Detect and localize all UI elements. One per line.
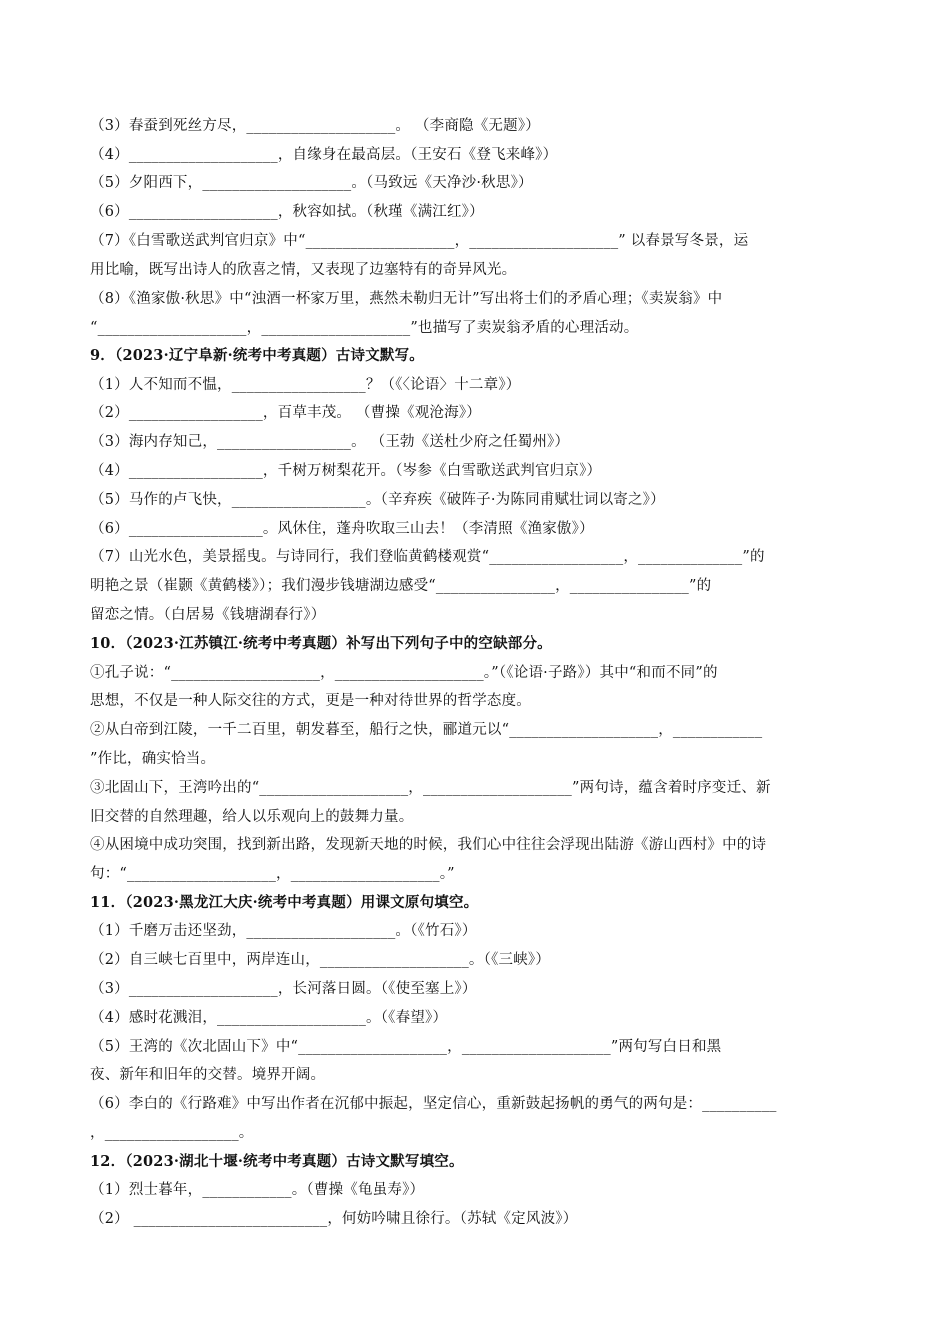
q9-item-7-cont: 明艳之景（崔颢《黄鹤楼》）；我们漫步钱塘湖边感受“________________，________________”的 [90, 578, 712, 594]
question-10-heading: 10．（2023·江苏镇江·统考中考真题）补写出下列句子中的空缺部分。 [90, 635, 552, 652]
q10-item-3: ③北固山下，王湾吟出的“____________________，____________________”两句诗，蕴含着时序变迁、新 [90, 780, 771, 796]
q9-item-1: （1）人不知而不愠，__________________？（《〈论语〉十二章》） [90, 377, 521, 393]
q10-item-1-cont: 思想，不仅是一种人际交往的方式，更是一种对待世界的哲学态度。 [90, 693, 531, 709]
q8-item-5: （5）夕阳西下，____________________。（马致远《天净沙·秋思》） [90, 175, 533, 191]
q10-item-4: ④从困境中成功突围，找到新出路，发现新天地的时候，我们心中往往会浮现出陆游《游山西村》中的诗 [90, 837, 767, 853]
q11-item-6-cont: ，__________________。 [90, 1125, 254, 1141]
q10-item-2: ②从白帝到江陵，一千二百里，朝发暮至，船行之快，郦道元以“____________________，____________ [90, 722, 763, 738]
q8-item-4: （4）____________________，自缘身在最高层。（王安石《登飞来峰》） [90, 147, 558, 163]
q8-item-3: （3）春蚕到死丝方尽，____________________。 （李商隐《无题》） [90, 118, 540, 134]
q11-item-1: （1）千磨万击还坚劲，____________________。（《竹石》） [90, 923, 477, 939]
q9-item-6: （6）__________________。风休住，蓬舟吹取三山去！（李清照《渔家傲》） [90, 521, 594, 537]
q8-item-8: （8）《渔家傲·秋思》中“浊酒一杯家万里，燕然未勒归无计”写出将士们的矛盾心理；《卖炭翁》中 [90, 291, 723, 307]
q8-item-8-cont: “____________________，____________________”也描写了卖炭翁矛盾的心理活动。 [90, 320, 639, 336]
q11-item-4: （4）感时花溅泪，____________________。（《春望》） [90, 1010, 448, 1026]
q11-item-5: （5）王湾的《次北固山下》中“____________________，____________________”两句写白日和黑 [90, 1039, 722, 1055]
q10-item-3-cont: 旧交替的自然理趣，给人以乐观向上的鼓舞力量。 [90, 809, 414, 825]
q9-item-3: （3）海内存知己，__________________。 （王勃《送杜少府之任蜀州》） [90, 434, 570, 450]
q12-item-2: （2） __________________________，何妨吟啸且徐行。（苏轼《定风波》） [90, 1211, 578, 1227]
q8-item-7-cont: 用比喻，既写出诗人的欣喜之情，又表现了边塞特有的奇异风光。 [90, 262, 517, 278]
q12-item-1: （1）烈士暮年，____________。（曹操《龟虽寿》） [90, 1182, 425, 1198]
question-11-heading: 11．（2023·黑龙江大庆·统考中考真题）用课文原句填空。 [90, 894, 479, 911]
q9-item-5: （5）马作的卢飞快，__________________。（辛弃疾《破阵子·为陈同甫赋壮词以寄之》） [90, 492, 665, 508]
q11-item-3: （3）____________________，长河落日圆。（《使至塞上》） [90, 981, 477, 997]
q11-item-5-cont: 夜、新年和旧年的交替。境界开阔。 [90, 1067, 326, 1083]
q11-item-6: （6）李白的《行路难》中写出作者在沉郁中振起，坚定信心，重新鼓起扬帆的勇气的两句是：__________ [90, 1096, 777, 1112]
q10-item-4-cont: 句：“____________________，____________________。” [90, 866, 455, 882]
q10-item-1: ①孔子说：“____________________，____________________。”（《论语·子路》）其中“和而不同”的 [90, 665, 718, 681]
q9-item-2: （2）__________________，百草丰茂。 （曹操《观沧海》） [90, 405, 481, 421]
q10-item-2-cont: ”作比，确实恰当。 [90, 751, 216, 767]
q9-item-4: （4）__________________，千树万树梨花开。（岑参《白雪歌送武判官归京》） [90, 463, 602, 479]
q9-item-7: （7）山光水色，美景摇曳。与诗同行，我们登临黄鹤楼观赏“__________________，______________”的 [90, 549, 765, 565]
q8-item-6: （6）____________________，秋容如拭。（秋瑾《满江红》） [90, 204, 484, 220]
question-9-heading: 9．（2023·辽宁阜新·统考中考真题）古诗文默写。 [90, 347, 424, 364]
q9-item-7-end: 留恋之情。（白居易《钱塘湖春行》） [90, 607, 326, 623]
q8-item-7: （7）《白雪歌送武判官归京》中“____________________，____________________” 以春景写冬景，运 [90, 233, 749, 249]
q11-item-2: （2）自三峡七百里中，两岸连山，____________________。（《三峡》） [90, 952, 551, 968]
question-12-heading: 12．（2023·湖北十堰·统考中考真题）古诗文默写填空。 [90, 1153, 464, 1170]
